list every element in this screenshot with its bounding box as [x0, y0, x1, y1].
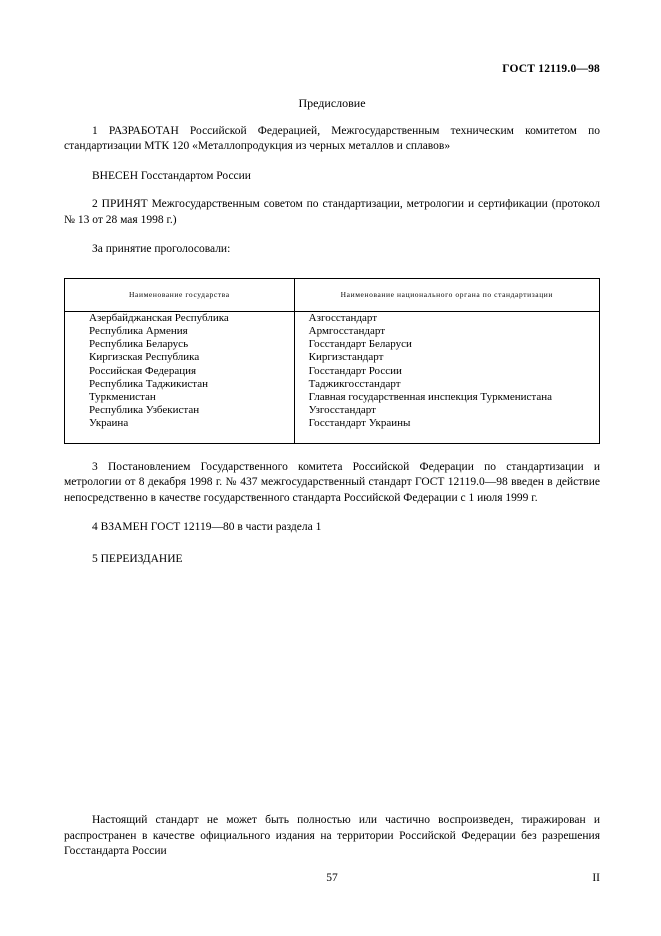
org-cell: Киргизстандарт: [308, 351, 384, 364]
state-cell: Российская Федерация: [65, 365, 295, 378]
table-row: [65, 404, 600, 417]
paragraph-replaces: 4 ВЗАМЕН ГОСТ 12119—80 в части раздела 1: [92, 521, 322, 534]
state-cell: Украина: [65, 417, 295, 443]
paragraph-accepted: 2 ПРИНЯТ Межгосударственным советом по стандартизации, метрологии и сертификации (протокол № 13 от 28 мая 1998 г.): [64, 198, 600, 226]
org-cell: Азгосстандарт: [308, 311, 378, 324]
table-header-state: Наименование государства: [65, 278, 295, 311]
state-cell: Киргизская Республика: [65, 351, 295, 364]
page-number: 57: [326, 871, 338, 884]
paragraph-decree: 3 Постановлением Государственного комитета Российской Федерации по стандартизации и метрологии от 8 декабря 1998 г. № 437 межгосударственный стандарт ГОСТ 12119.0—98 введен в действие непосредственно в качестве государственного стандарта Российской Федерации с 1 июля 1999 г.: [64, 460, 600, 504]
table-row: [65, 338, 600, 351]
org-cell: Главная государственная инспекция Туркменистана: [308, 391, 553, 404]
table-row: [65, 311, 600, 325]
table-row: [65, 378, 600, 391]
org-cell: Таджикгосстандарт: [308, 377, 401, 390]
table-row: [65, 391, 600, 404]
table-row: [65, 351, 600, 364]
roman-page-number: II: [592, 871, 600, 884]
table-row: [65, 325, 600, 338]
org-cell: Узгосстандарт: [308, 404, 376, 417]
org-cell: Госстандарт Беларуси: [308, 338, 412, 351]
page-footer: [64, 871, 600, 887]
state-cell: Республика Армения: [65, 325, 295, 338]
state-cell: Республика Узбекистан: [65, 404, 295, 417]
doc-number: ГОСТ 12119.0—98: [502, 63, 600, 75]
copyright-notice: Настоящий стандарт не может быть полностью или частично воспроизведен, тиражирован и распространен в качестве официального издания на территории Российской Федерации без разрешения Госстандарта России: [64, 814, 600, 858]
table-header-row: [65, 278, 600, 311]
blank-space: [64, 567, 600, 813]
page-title: Предисловие: [298, 95, 366, 110]
state-cell: Туркменистан: [65, 391, 295, 404]
vote-table: [64, 278, 600, 444]
state-cell: Азербайджанская Республика: [65, 311, 295, 325]
org-cell: Госстандарт России: [308, 364, 402, 377]
vote-intro: За принятие проголосовали:: [92, 243, 231, 256]
org-cell: Армгосстандарт: [308, 325, 386, 338]
table-row: [65, 417, 600, 443]
state-cell: Республика Беларусь: [65, 338, 295, 351]
state-cell: Республика Таджикистан: [65, 378, 295, 391]
table-row: [65, 365, 600, 378]
org-cell: Госстандарт Украины: [308, 417, 411, 430]
table-header-org: Наименование национального органа по стандартизации: [294, 278, 599, 311]
paragraph-submitted: ВНЕСЕН Госстандартом России: [92, 169, 251, 182]
paragraph-reissue: 5 ПЕРЕИЗДАНИЕ: [92, 552, 183, 565]
paragraph-developed: 1 РАЗРАБОТАН Российской Федерацией, Межгосударственным техническим комитетом по стандартизации МТК 120 «Металлопродукция из черных металлов и сплавов»: [64, 124, 600, 153]
